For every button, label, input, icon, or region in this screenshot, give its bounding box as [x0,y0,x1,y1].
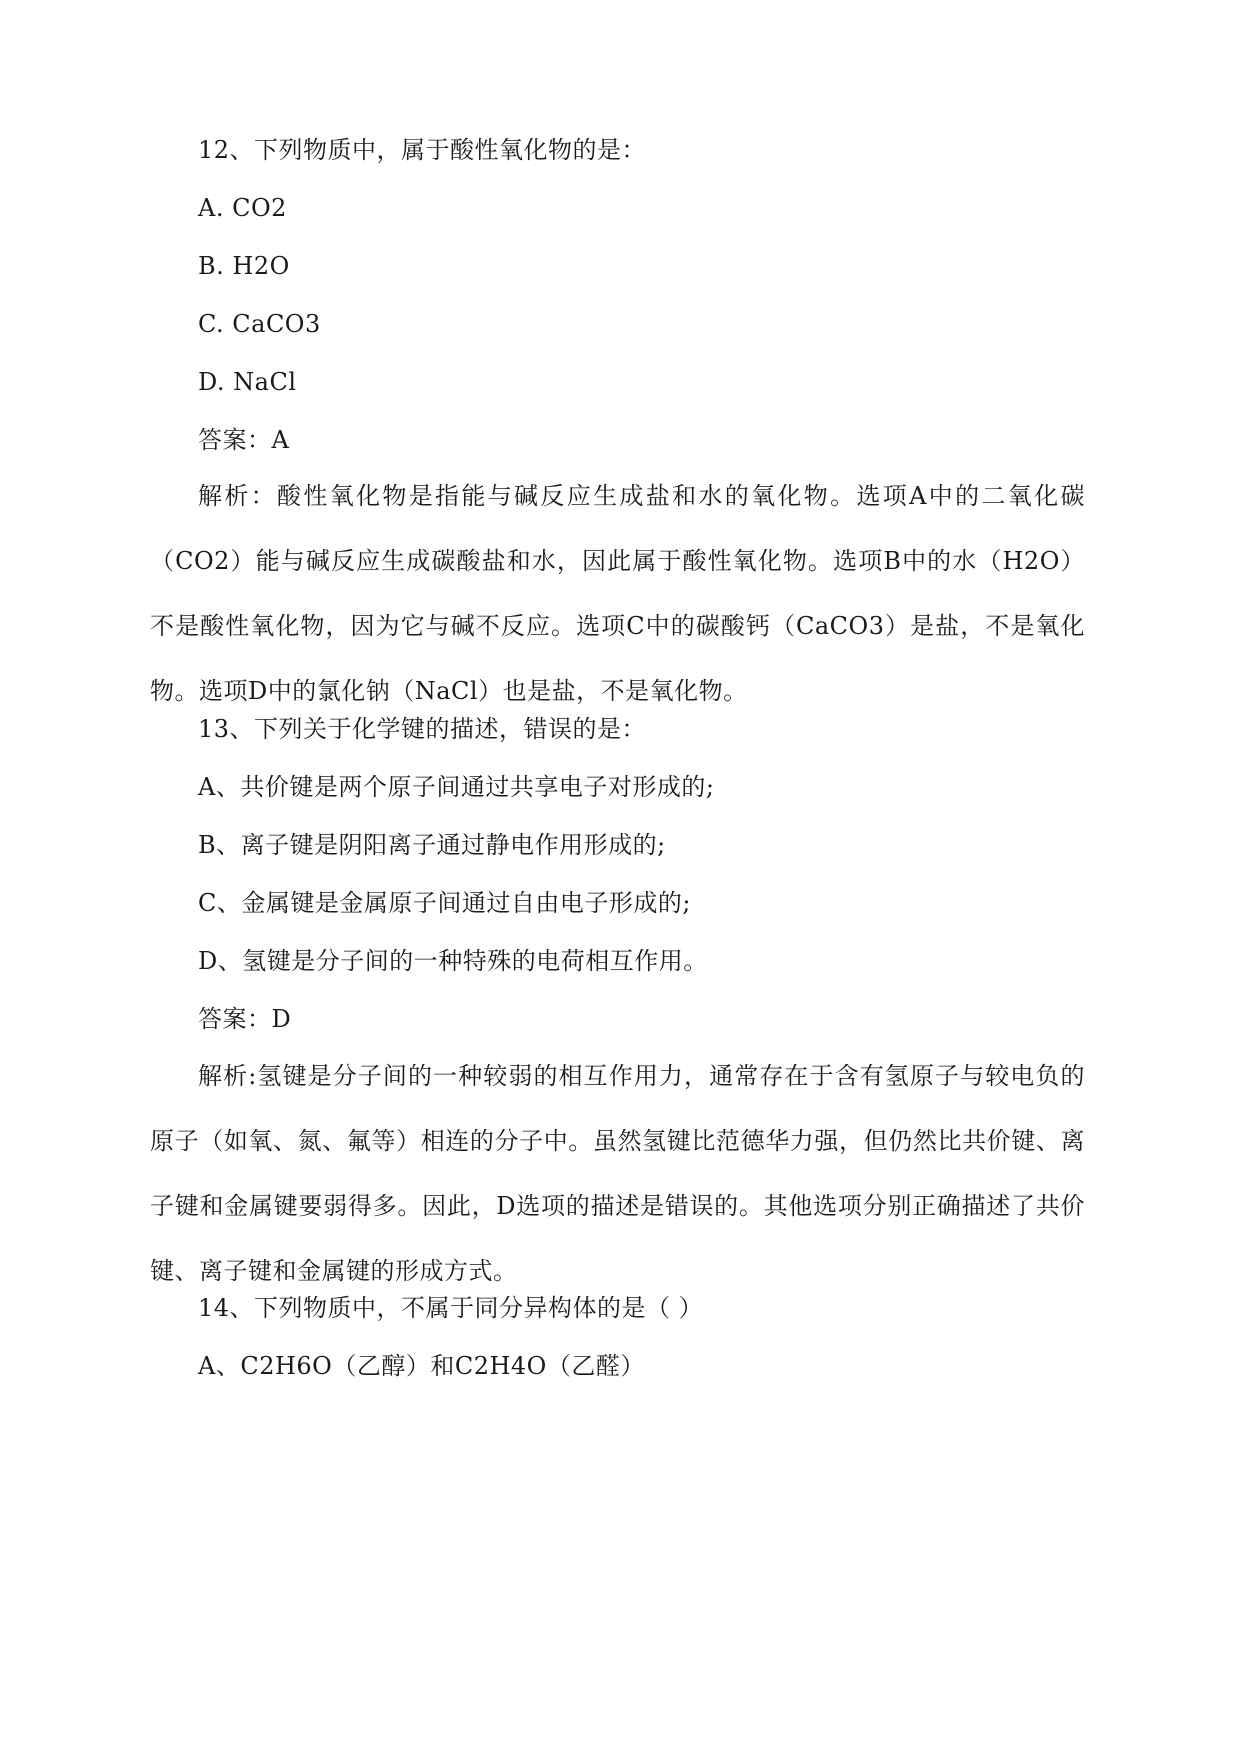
question-12-stem: 12、下列物质中，属于酸性氧化物的是： [198,136,647,164]
question-13-stem: 13、下列关于化学键的描述，错误的是： [198,715,647,743]
question-12-option-b: B. H2O [198,252,290,280]
question-13-option-c: C、金属键是金属原子间通过自由电子形成的; [198,889,691,917]
question-13-option-d: D、氢键是分子间的一种特殊的电荷相互作用。 [198,947,708,975]
question-14-option-a: A、C2H6O（乙醇）和C2H4O（乙醛） [198,1352,645,1380]
question-12-option-d: D. NaCl [198,368,297,396]
question-13-option-b: B、离子键是阴阳离子通过静电作用形成的; [198,831,666,859]
question-12-option-a: A. CO2 [198,194,287,222]
question-13-analysis: 解析:氢键是分子间的一种较弱的相互作用力，通常存在于含有氢原子与较电负的原子（如氧、氮、氟等）相连的分子中。虽然氢键比范德华力强，但仍然比共价键、离子键和金属键要弱得多。因此，D选项的描述是错误的。其他选项分别正确描述了共价键、离子键和金属键的形成方式。 [150,1062,1085,1285]
question-13-answer: 答案：D [198,1005,292,1033]
question-12-analysis: 解析：酸性氧化物是指能与碱反应生成盐和水的氧化物。选项A中的二氧化碳（CO2）能与碱反应生成碳酸盐和水，因此属于酸性氧化物。选项B中的水（H2O）不是酸性氧化物，因为它与碱不反应。选项C中的碳酸钙（CaCO3）是盐，不是氧化物。选项D中的氯化钠（NaCl）也是盐，不是氧化物。 [150,482,1085,705]
question-13-option-a: A、共价键是两个原子间通过共享电子对形成的; [198,773,715,801]
question-12-answer: 答案：A [198,426,290,454]
question-14-stem: 14、下列物质中，不属于同分异构体的是（ ） [198,1294,704,1322]
question-12-option-c: C. CaCO3 [198,310,321,338]
